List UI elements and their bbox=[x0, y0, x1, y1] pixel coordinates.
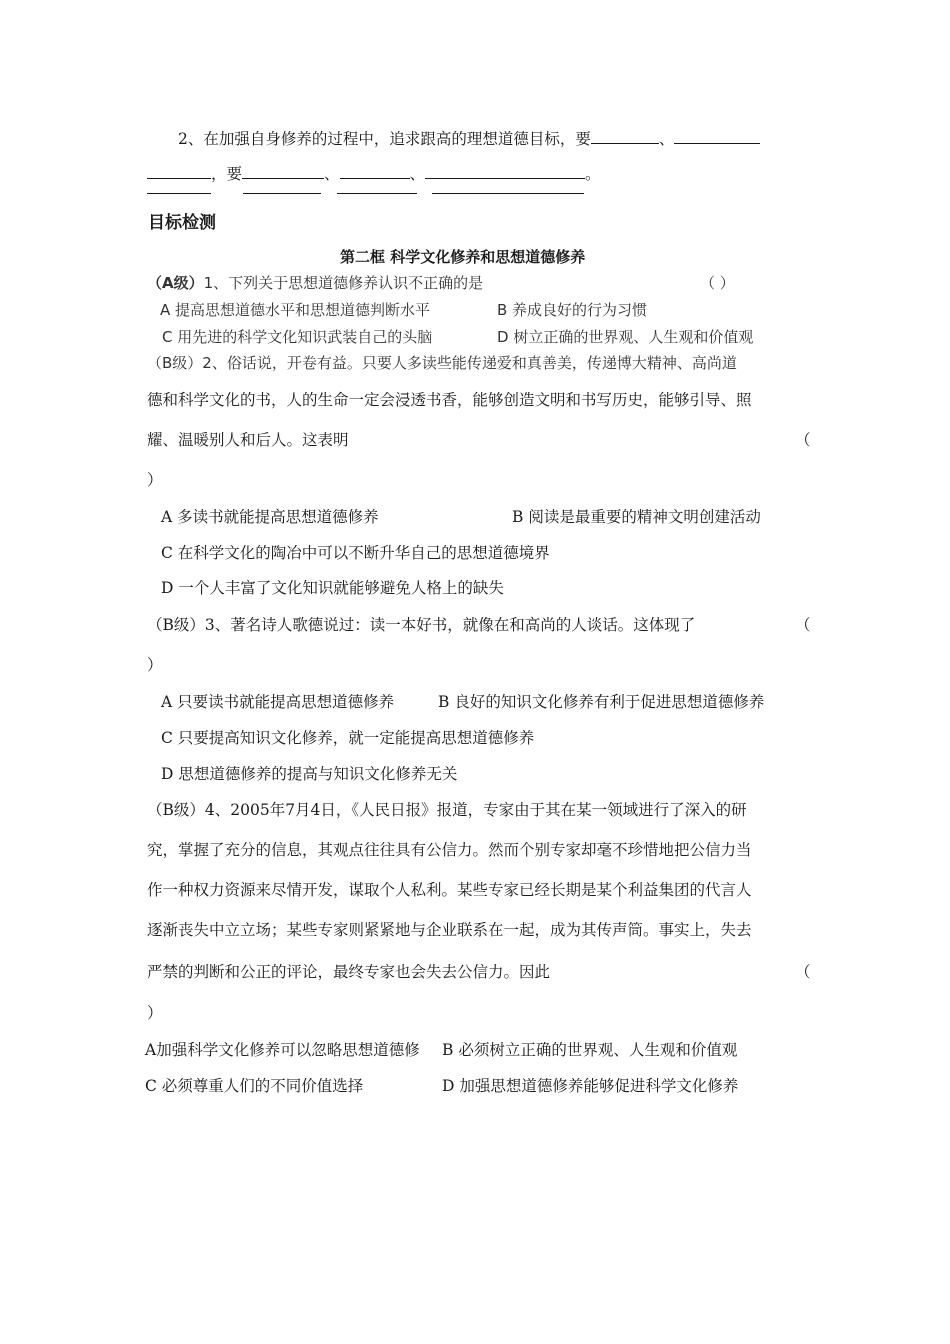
underline-rule bbox=[243, 193, 321, 194]
question-4-line: 严禁的判断和公正的评论，最终专家也会失去公信力。因此 bbox=[147, 963, 551, 981]
option-b[interactable]: B 必须树立正确的世界观、人生观和价值观 bbox=[442, 1041, 738, 1059]
option-a[interactable]: A 多读书就能提高思想道德修养 bbox=[161, 508, 379, 526]
option-a[interactable]: A 提高思想道德水平和思想道德判断水平 bbox=[160, 301, 431, 319]
option-d[interactable]: D 思想道德修养的提高与知识文化修养无关 bbox=[161, 765, 458, 783]
option-c[interactable]: C 用先进的科学文化知识武装自己的头脑 bbox=[162, 328, 433, 346]
fill-blank-text: 2、在加强自身修养的过程中，追求跟高的理想道德目标，要 bbox=[178, 130, 591, 148]
option-b[interactable]: B 养成良好的行为习惯 bbox=[497, 301, 648, 319]
answer-paren-open[interactable]: （ bbox=[795, 616, 811, 634]
answer-paren-close[interactable]: ） bbox=[147, 471, 163, 489]
fill-blank-line-1 bbox=[178, 128, 760, 149]
option-b[interactable]: B 阅读是最重要的精神文明创建活动 bbox=[512, 508, 761, 526]
option-b[interactable]: B 良好的知识文化修养有利于促进思想道德修养 bbox=[438, 693, 765, 711]
separator: 、 bbox=[324, 165, 340, 183]
answer-paren-open[interactable]: （ bbox=[795, 963, 811, 981]
question-4-line: （B级）4、2005年7月4日，《人民日报》报道，专家由于其在某一领域进行了深入的研 bbox=[147, 801, 747, 819]
option-d[interactable]: D 一个人丰富了文化知识就能够避免人格上的缺失 bbox=[161, 579, 504, 597]
fill-blank-line-2 bbox=[147, 163, 601, 184]
underline-rule bbox=[432, 193, 584, 194]
separator: 。 bbox=[585, 165, 601, 183]
underline-rule bbox=[337, 193, 417, 194]
question-2-line: 耀、温暖别人和后人。这表明 bbox=[147, 431, 349, 449]
answer-paren-open[interactable]: （ bbox=[795, 431, 811, 449]
separator: 、 bbox=[658, 130, 675, 148]
option-c[interactable]: C 在科学文化的陶冶中可以不断升华自己的思想道德境界 bbox=[161, 544, 550, 562]
subtitle: 第二框 科学文化修养和思想道德修养 bbox=[340, 248, 586, 266]
answer-paren[interactable]: （ ） bbox=[700, 274, 735, 292]
blank-field[interactable] bbox=[674, 128, 760, 144]
question-3-line: （B级）3、著名诗人歌德说过：读一本好书，就像在和高尚的人谈话。这体现了 bbox=[147, 616, 696, 634]
blank-field[interactable] bbox=[242, 163, 324, 179]
question-4-line: 逐渐丧失中立立场；某些专家则紧紧地与企业联系在一起，成为其传声筒。事实上，失去 bbox=[147, 921, 752, 939]
option-a[interactable]: A 只要读书就能提高思想道德修养 bbox=[161, 693, 395, 711]
section-title: 目标检测 bbox=[148, 213, 216, 233]
level-label: （A级） bbox=[147, 274, 204, 292]
option-d[interactable]: D 加强思想道德修养能够促进科学文化修养 bbox=[442, 1077, 739, 1095]
answer-paren-close[interactable]: ） bbox=[147, 1004, 163, 1022]
option-a[interactable]: A加强科学文化修养可以忽略思想道德修 bbox=[145, 1041, 420, 1059]
option-d[interactable]: D 树立正确的世界观、人生观和价值观 bbox=[497, 328, 754, 346]
question-1 bbox=[147, 273, 483, 293]
fill-blank-text: ，要 bbox=[211, 165, 243, 183]
question-4-line: 究，掌握了充分的信息，其观点往往具有公信力。然而个别专家却毫不珍惜地把公信力当 bbox=[147, 841, 752, 859]
option-c[interactable]: C 必须尊重人们的不同价值选择 bbox=[145, 1077, 364, 1095]
blank-field[interactable] bbox=[591, 128, 659, 144]
option-c[interactable]: C 只要提高知识文化修养，就一定能提高思想道德修养 bbox=[161, 729, 535, 747]
blank-field[interactable] bbox=[147, 163, 211, 179]
question-2-line: （B级）2、俗话说，开卷有益。只要人多读些能传递爱和真善美，传递博大精神、高尚道 bbox=[147, 354, 737, 372]
question-text: 1、下列关于思想道德修养认识不正确的是 bbox=[203, 274, 484, 292]
answer-paren-close[interactable]: ） bbox=[147, 656, 163, 674]
underline-rule bbox=[147, 193, 211, 194]
separator: 、 bbox=[409, 165, 426, 183]
blank-field[interactable] bbox=[340, 163, 410, 179]
question-2-line: 德和科学文化的书，人的生命一定会浸透书香，能够创造文明和书写历史，能够引导、照 bbox=[147, 391, 752, 409]
question-4-line: 作一种权力资源来尽情开发，谋取个人私利。某些专家已经长期是某个利益集团的代言人 bbox=[147, 881, 752, 899]
blank-field[interactable] bbox=[425, 163, 585, 179]
